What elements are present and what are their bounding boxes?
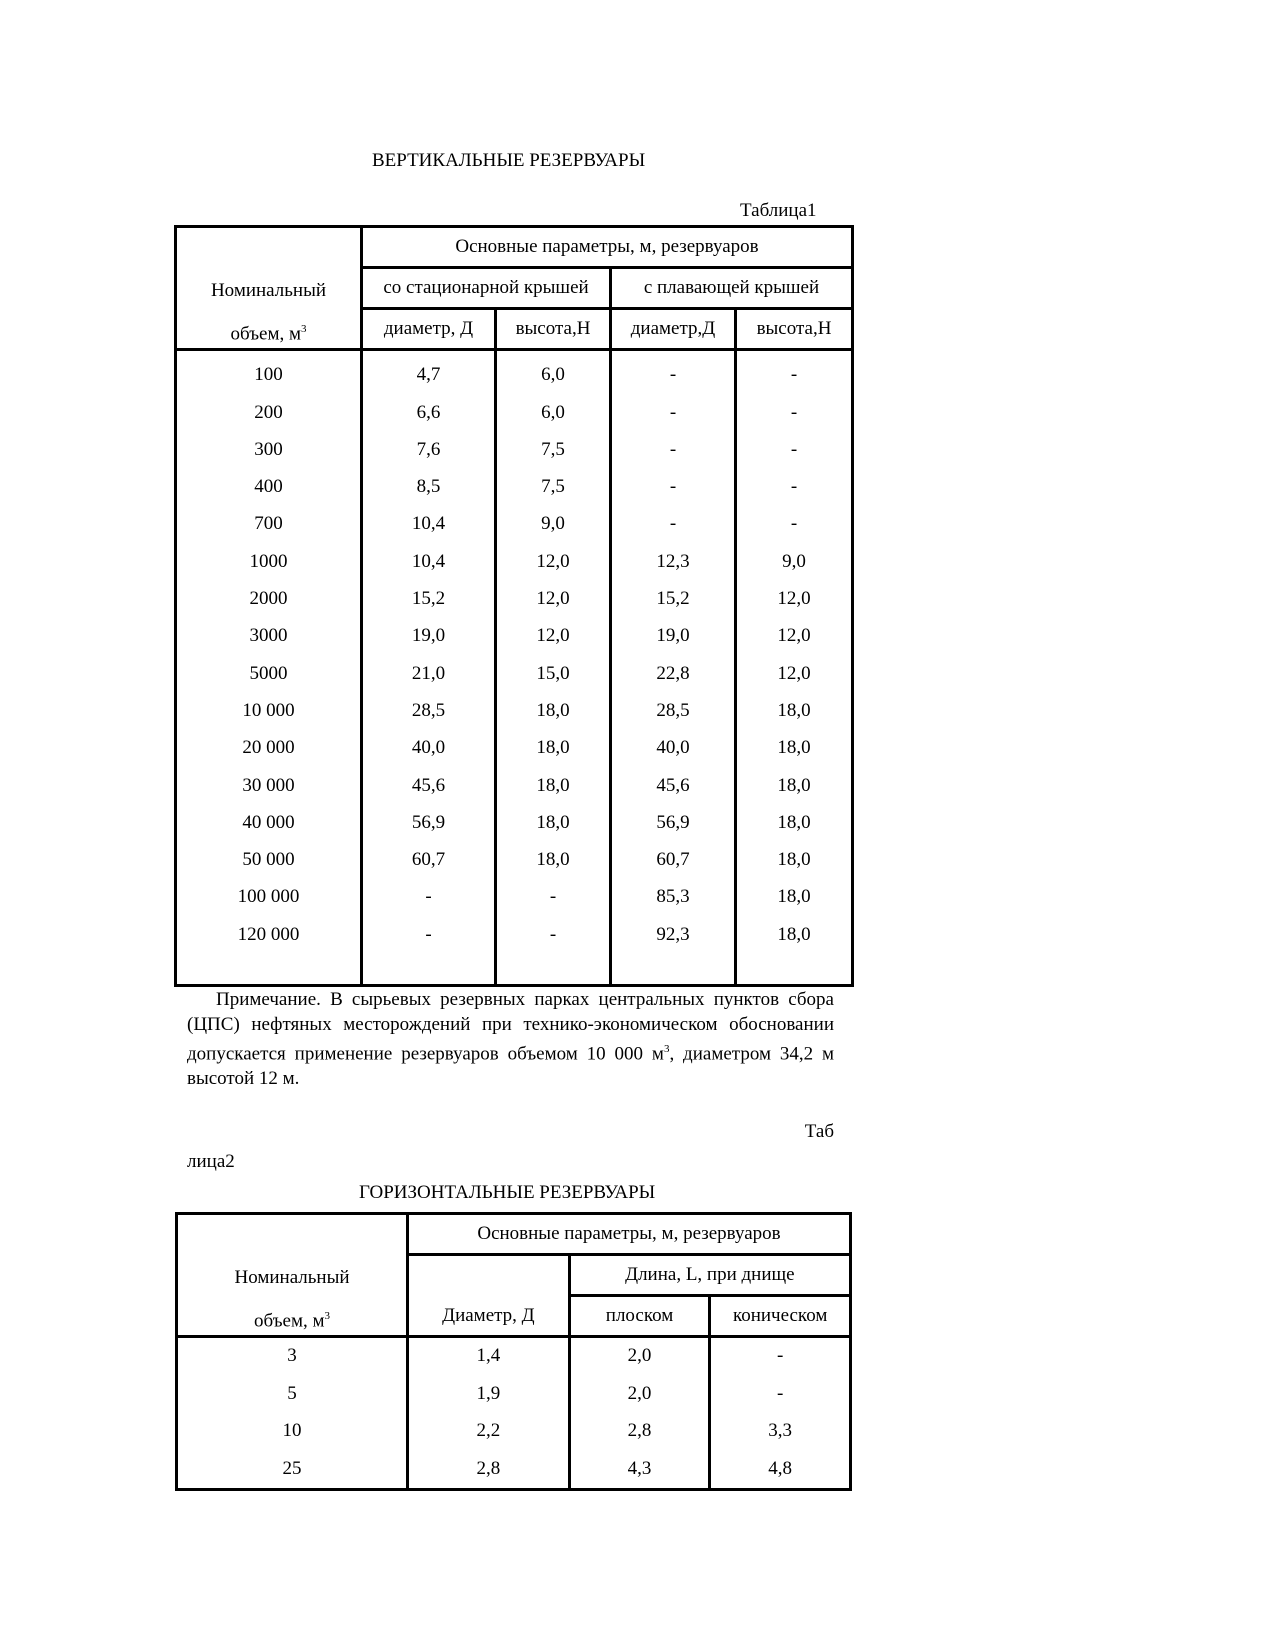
t1-cell: 7,5 bbox=[496, 469, 611, 506]
t1-cell: 28,5 bbox=[362, 693, 496, 730]
t2-col-nominal-line2: объем, $м^3$ bbox=[254, 1310, 330, 1332]
t1-cell: 6,6 bbox=[362, 394, 496, 431]
t2-col-diameter: Диаметр, Д bbox=[408, 1255, 570, 1337]
t2-cell: 4,8 bbox=[710, 1451, 851, 1490]
t1-spacer-row bbox=[176, 954, 853, 986]
t2-cell: 10 bbox=[282, 1420, 302, 1442]
t1-cell: 45,6 bbox=[611, 767, 736, 804]
t1-cell: 12,0 bbox=[496, 543, 611, 580]
t1-row bbox=[176, 350, 853, 395]
t1-cell: 40 000 bbox=[242, 811, 295, 833]
t1-row bbox=[176, 581, 853, 618]
t1-spacer-cell bbox=[176, 954, 362, 986]
col-diameter-floating: диаметр,Д bbox=[611, 309, 736, 350]
t1-cell: 3000 bbox=[249, 625, 288, 647]
t2-cell: - bbox=[710, 1376, 851, 1414]
t1-row bbox=[176, 655, 853, 692]
col-nominal-line1: Номинальный bbox=[210, 280, 327, 301]
t1-row bbox=[176, 432, 853, 469]
subgroup-floating-roof: с плавающей крышей bbox=[611, 268, 853, 309]
t1-cell: 40,0 bbox=[362, 730, 496, 767]
t1-cell: - bbox=[362, 916, 496, 953]
t1-cell: 10 000 bbox=[242, 699, 295, 721]
t1-cell: 18,0 bbox=[736, 879, 853, 916]
t1-row bbox=[176, 469, 853, 506]
t1-cell: 12,0 bbox=[496, 581, 611, 618]
t1-row bbox=[176, 805, 853, 842]
t1-cell: 18,0 bbox=[496, 767, 611, 804]
t1-cell: 100 bbox=[254, 364, 283, 386]
subgroup-fixed-roof: со стационарной крышей bbox=[362, 268, 611, 309]
t1-cell: - bbox=[611, 432, 736, 469]
t2-row bbox=[177, 1451, 851, 1490]
t1-cell: - bbox=[736, 469, 853, 506]
t1-cell: 50 000 bbox=[242, 849, 295, 871]
col-height-floating: высота,Н bbox=[736, 309, 853, 350]
t1-cell: - bbox=[611, 469, 736, 506]
t1-cell: 12,0 bbox=[736, 618, 853, 655]
t1-cell: 18,0 bbox=[736, 805, 853, 842]
t2-cell: 2,8 bbox=[569, 1413, 710, 1451]
t1-cell: - bbox=[736, 506, 853, 543]
t1-cell: - bbox=[611, 350, 736, 395]
col-nominal-line2: объем, $м^3$ bbox=[230, 323, 307, 345]
t1-row bbox=[176, 394, 853, 431]
t1-cell: 400 bbox=[254, 476, 283, 498]
t2-cell: 3,3 bbox=[710, 1413, 851, 1451]
t1-cell: 18,0 bbox=[496, 730, 611, 767]
table2-label-line1: Таб bbox=[804, 1121, 834, 1142]
group-header: Основные параметры, м, резервуаров bbox=[362, 227, 853, 268]
t2-col-nominal-line1: Номинальный bbox=[234, 1267, 350, 1288]
t1-cell: 7,5 bbox=[496, 432, 611, 469]
t1-cell: 19,0 bbox=[611, 618, 736, 655]
t2-length-header: Длина, L, при днище bbox=[569, 1255, 850, 1296]
t1-cell: 5000 bbox=[249, 662, 288, 684]
t1-row bbox=[176, 618, 853, 655]
t2-row bbox=[177, 1376, 851, 1414]
table2-heading: ГОРИЗОНТАЛЬНЫЕ РЕЗЕРВУАРЫ bbox=[359, 1182, 656, 1203]
t1-cell: 100 000 bbox=[237, 886, 300, 908]
t2-col-nominal-header bbox=[177, 1214, 408, 1337]
col-nominal-header bbox=[176, 227, 362, 350]
t1-row bbox=[176, 842, 853, 879]
t1-cell: 30 000 bbox=[242, 774, 295, 796]
t1-cell: 6,0 bbox=[496, 394, 611, 431]
t1-cell: 22,8 bbox=[611, 655, 736, 692]
t1-cell: 18,0 bbox=[736, 730, 853, 767]
t1-cell: 18,0 bbox=[736, 693, 853, 730]
t1-cell: - bbox=[362, 879, 496, 916]
t1-row bbox=[176, 730, 853, 767]
t1-cell: 12,3 bbox=[611, 543, 736, 580]
t1-row bbox=[176, 693, 853, 730]
t2-cell: 2,2 bbox=[408, 1413, 570, 1451]
t1-cell: 18,0 bbox=[496, 693, 611, 730]
t1-cell: 20 000 bbox=[242, 737, 295, 759]
t1-cell: 1000 bbox=[249, 550, 288, 572]
t1-cell: 300 bbox=[254, 438, 283, 460]
t1-cell: - bbox=[496, 916, 611, 953]
t1-cell: 18,0 bbox=[736, 842, 853, 879]
t1-cell: 60,7 bbox=[611, 842, 736, 879]
vertical-tanks-table bbox=[174, 225, 854, 987]
t2-cell: 3 bbox=[287, 1345, 297, 1367]
t1-cell: - bbox=[736, 394, 853, 431]
t1-cell: 15,0 bbox=[496, 655, 611, 692]
t1-cell: 700 bbox=[254, 513, 283, 535]
t2-cell: 2,0 bbox=[569, 1376, 710, 1414]
t1-cell: 56,9 bbox=[611, 805, 736, 842]
t2-cell: 1,9 bbox=[408, 1376, 570, 1414]
t1-cell: 40,0 bbox=[611, 730, 736, 767]
t1-cell: 18,0 bbox=[496, 842, 611, 879]
t2-cell: 25 bbox=[282, 1457, 302, 1479]
t1-cell: 85,3 bbox=[611, 879, 736, 916]
t2-cell: 5 bbox=[287, 1382, 297, 1404]
t1-cell: - bbox=[611, 506, 736, 543]
t1-row bbox=[176, 506, 853, 543]
t1-cell: 12,0 bbox=[736, 655, 853, 692]
horizontal-tanks-table bbox=[175, 1212, 852, 1491]
t1-cell: 6,0 bbox=[496, 350, 611, 395]
table1-heading: ВЕРТИКАЛЬНЫЕ РЕЗЕРВУАРЫ bbox=[372, 150, 646, 171]
t2-cell: 2,8 bbox=[408, 1451, 570, 1490]
t1-cell: - bbox=[611, 394, 736, 431]
t2-col-conical: коническом bbox=[710, 1296, 851, 1337]
t1-cell: 15,2 bbox=[362, 581, 496, 618]
col-diameter-fixed: диаметр, Д bbox=[362, 309, 496, 350]
table2-label-line2: лица2 bbox=[187, 1151, 235, 1172]
t1-cell: 9,0 bbox=[736, 543, 853, 580]
t1-cell: - bbox=[496, 879, 611, 916]
table1-label: Таблица1 bbox=[740, 200, 817, 221]
t1-cell: 200 bbox=[254, 401, 283, 423]
t2-row bbox=[177, 1337, 851, 1376]
t1-cell: 21,0 bbox=[362, 655, 496, 692]
t1-cell: 60,7 bbox=[362, 842, 496, 879]
t1-cell: 45,6 bbox=[362, 767, 496, 804]
t1-cell: 7,6 bbox=[362, 432, 496, 469]
t1-cell: - bbox=[736, 350, 853, 395]
t2-group-header: Основные параметры, м, резервуаров bbox=[408, 1214, 851, 1255]
col-height-fixed: высота,Н bbox=[496, 309, 611, 350]
t1-cell: 19,0 bbox=[362, 618, 496, 655]
t1-row bbox=[176, 767, 853, 804]
t1-spacer-cell bbox=[736, 954, 853, 986]
t1-cell: 2000 bbox=[249, 588, 288, 610]
t2-cell: 2,0 bbox=[569, 1337, 710, 1376]
t1-cell: 10,4 bbox=[362, 506, 496, 543]
t1-cell: 92,3 bbox=[611, 916, 736, 953]
t1-row bbox=[176, 543, 853, 580]
t1-cell: - bbox=[736, 432, 853, 469]
t1-cell: 56,9 bbox=[362, 805, 496, 842]
t1-cell: 10,4 bbox=[362, 543, 496, 580]
t2-col-flat: плоском bbox=[569, 1296, 710, 1337]
table1-note: Примечание. В сырьевых резервных парках центральных пунктов сбора (ЦПС) нефтяных месторождений при технико-экономическом обосновании допускается применение резервуаров объемом 10 000 $м^3$, диаметром 34,2 м высотой 12 м. bbox=[187, 989, 835, 1089]
t1-spacer-cell bbox=[611, 954, 736, 986]
t1-cell: 4,7 bbox=[362, 350, 496, 395]
table2-label bbox=[187, 1117, 834, 1177]
t1-cell: 9,0 bbox=[496, 506, 611, 543]
t1-cell: 8,5 bbox=[362, 469, 496, 506]
t1-cell: 120 000 bbox=[237, 923, 300, 945]
t1-spacer-cell bbox=[496, 954, 611, 986]
t1-cell: 12,0 bbox=[736, 581, 853, 618]
t2-cell: - bbox=[710, 1337, 851, 1376]
t1-spacer-cell bbox=[362, 954, 496, 986]
t1-cell: 18,0 bbox=[496, 805, 611, 842]
t1-cell: 18,0 bbox=[736, 916, 853, 953]
t1-row bbox=[176, 916, 853, 953]
t2-cell: 1,4 bbox=[408, 1337, 570, 1376]
t1-cell: 15,2 bbox=[611, 581, 736, 618]
t1-row bbox=[176, 879, 853, 916]
t2-cell: 4,3 bbox=[569, 1451, 710, 1490]
t1-cell: 12,0 bbox=[496, 618, 611, 655]
t1-cell: 28,5 bbox=[611, 693, 736, 730]
t1-cell: 18,0 bbox=[736, 767, 853, 804]
t2-row bbox=[177, 1413, 851, 1451]
